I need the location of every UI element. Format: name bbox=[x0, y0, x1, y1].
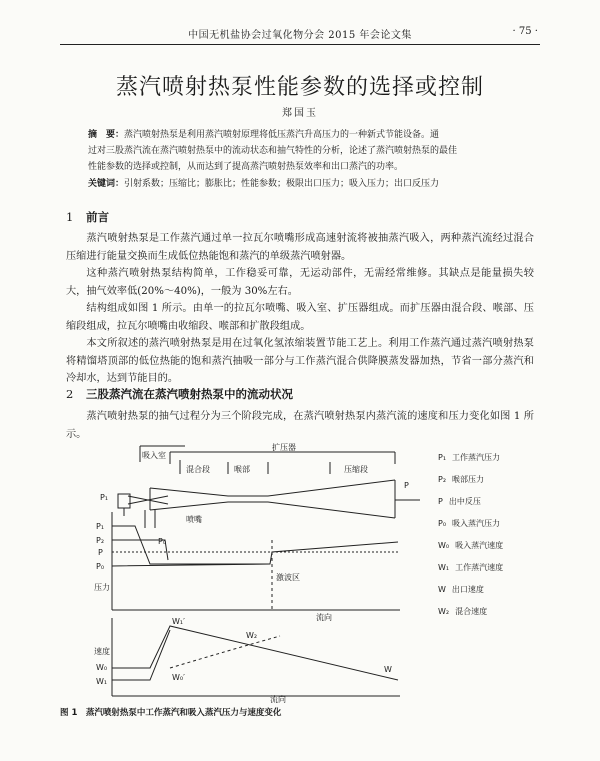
label-p0: P₀ bbox=[96, 562, 105, 571]
section-body bbox=[66, 408, 534, 443]
section-heading bbox=[66, 209, 109, 225]
figure-caption: 图 1 蒸汽喷射热泵中工作蒸汽和吸入蒸汽压力与速度变化 bbox=[60, 708, 282, 718]
legend-entry: P₂ 喉部压力 bbox=[438, 475, 485, 484]
journal-name: 中国无机盐协会过氧化物分会 2015 年会论文集 bbox=[188, 30, 412, 41]
abstract-line: 过对三股蒸汽流在蒸汽喷射热泵中的流动状态和抽气特性的分析，论述了蒸汽喷射热泵的最佳 bbox=[88, 146, 458, 156]
page-number: · 75 · bbox=[512, 26, 538, 37]
label-w1-peak: W₁′ bbox=[172, 617, 185, 626]
label-p-outlet: P bbox=[404, 481, 409, 490]
paragraph: 这种蒸汽喷射热泵结构简单，工作稳妥可靠，无运动部件，无需经常维修。其缺点是能量损失较大，抽气效率低(20%～40%)，一般为 30%左右。 bbox=[66, 268, 534, 297]
abstract bbox=[88, 127, 520, 175]
p0-curve bbox=[112, 542, 398, 566]
w0p-curve bbox=[170, 636, 280, 668]
paragraph: 蒸汽喷射热泵的抽气过程分为三个阶段完成，在蒸汽喷射热泵内蒸汽流的速度和压力变化如图 1 所示。 bbox=[66, 411, 534, 440]
label-p2: P₂ bbox=[96, 536, 105, 545]
section-number: 2 bbox=[66, 387, 74, 401]
paragraph: 结构组成如图 1 所示。由单一的拉瓦尔喷嘴、吸入室、扩压器组成。而扩压器由混合段、喉部、压缩段组成，拉瓦尔喷嘴由收缩段、喉部和扩散段组成。 bbox=[66, 303, 534, 332]
legend-entry: P₁ 工作蒸汽压力 bbox=[438, 453, 501, 462]
keywords-label: 关键词： bbox=[88, 179, 125, 189]
section-number: 1 bbox=[66, 210, 74, 224]
label-throat: 喉部 bbox=[234, 465, 250, 474]
label-flow-top: 流向 bbox=[316, 613, 332, 622]
paragraph: 蒸汽喷射热泵是工作蒸汽通过单一拉瓦尔喷嘴形成高速射流将被抽蒸汽吸入，两种蒸汽流经过混合压缩进行能量交换而生成低位热能饱和蒸汽的单级蒸汽喷射器。 bbox=[66, 233, 534, 262]
label-p-suction: P₀ bbox=[158, 537, 167, 546]
legend-entry: W₁ 工作蒸汽速度 bbox=[438, 563, 504, 572]
legend-entry: W₂ 混合速度 bbox=[438, 607, 488, 616]
figure-legend bbox=[438, 452, 503, 616]
label-w0: W₀ bbox=[96, 663, 108, 672]
label-w0p: W₀′ bbox=[172, 673, 185, 682]
figure-1 bbox=[0, 440, 600, 704]
legend-entry: W₀ 吸入蒸汽速度 bbox=[438, 541, 504, 550]
paper-author: 郑国玉 bbox=[282, 108, 318, 119]
legend-entry: P₀ 吸入蒸汽压力 bbox=[438, 519, 501, 528]
label-w2: W₂ bbox=[246, 631, 258, 640]
legend-entry: P 出中反压 bbox=[438, 497, 481, 506]
section-title: 三股蒸汽流在蒸汽喷射热泵中的流动状况 bbox=[86, 387, 293, 401]
section-title: 前言 bbox=[86, 210, 109, 224]
abstract-label: 摘 要： bbox=[88, 130, 125, 140]
paper-title: 蒸汽喷射热泵性能参数的选择或控制 bbox=[115, 75, 484, 100]
p1-curve bbox=[112, 526, 270, 564]
label-mixing: 混合段 bbox=[186, 465, 210, 474]
legend-entry: W 出口速度 bbox=[438, 585, 484, 594]
label-diffuser: 扩压器 bbox=[272, 443, 296, 452]
nozzle-tip-lower bbox=[128, 500, 168, 504]
label-p1: P₁ bbox=[96, 522, 105, 531]
label-suction-chamber: 吸入室 bbox=[142, 451, 166, 460]
nozzle-tip bbox=[128, 496, 168, 500]
label-p-top: P₁ bbox=[100, 493, 109, 502]
keywords-text: 引射系数；压缩比；膨胀比；性能参数；极限出口压力；吸入压力；出口反压力 bbox=[124, 179, 440, 189]
label-pressure-axis: 压力 bbox=[94, 583, 110, 592]
abstract-line: 蒸汽喷射热泵是利用蒸汽喷射原理将低压蒸汽升高压力的一种新式节能设备。通 bbox=[124, 130, 440, 140]
header-rule bbox=[60, 44, 540, 45]
label-flow-bottom: 流向 bbox=[270, 695, 286, 704]
label-w: W bbox=[384, 665, 392, 674]
label-velocity-axis: 速度 bbox=[94, 647, 110, 656]
label-nozzle: 喷嘴 bbox=[186, 515, 202, 524]
paragraph: 本文所叙述的蒸汽喷射热泵是用在过氧化氢浓缩装置节能工艺上。利用工作蒸汽通过蒸汽喷射热泵将精馏塔顶部的低位热能的饱和蒸汽抽吸一部分与工作蒸汽混合供降膜蒸发器加热，节省一部分蒸汽和冷却水，达到节能目的。 bbox=[66, 338, 534, 384]
ejector-wall-top bbox=[150, 480, 395, 496]
label-p: P bbox=[98, 548, 103, 557]
section-body bbox=[66, 230, 534, 388]
w0-curve bbox=[112, 630, 170, 680]
label-shock: 激波区 bbox=[276, 573, 300, 582]
abstract-line: 性能参数的选择或控制，从而达到了提高蒸汽喷射热泵效率和出口蒸汽的功率。 bbox=[88, 162, 404, 172]
label-w1: W₁ bbox=[96, 677, 108, 686]
label-compression: 压缩段 bbox=[344, 465, 368, 474]
keywords bbox=[88, 176, 528, 192]
section-heading bbox=[66, 386, 293, 402]
